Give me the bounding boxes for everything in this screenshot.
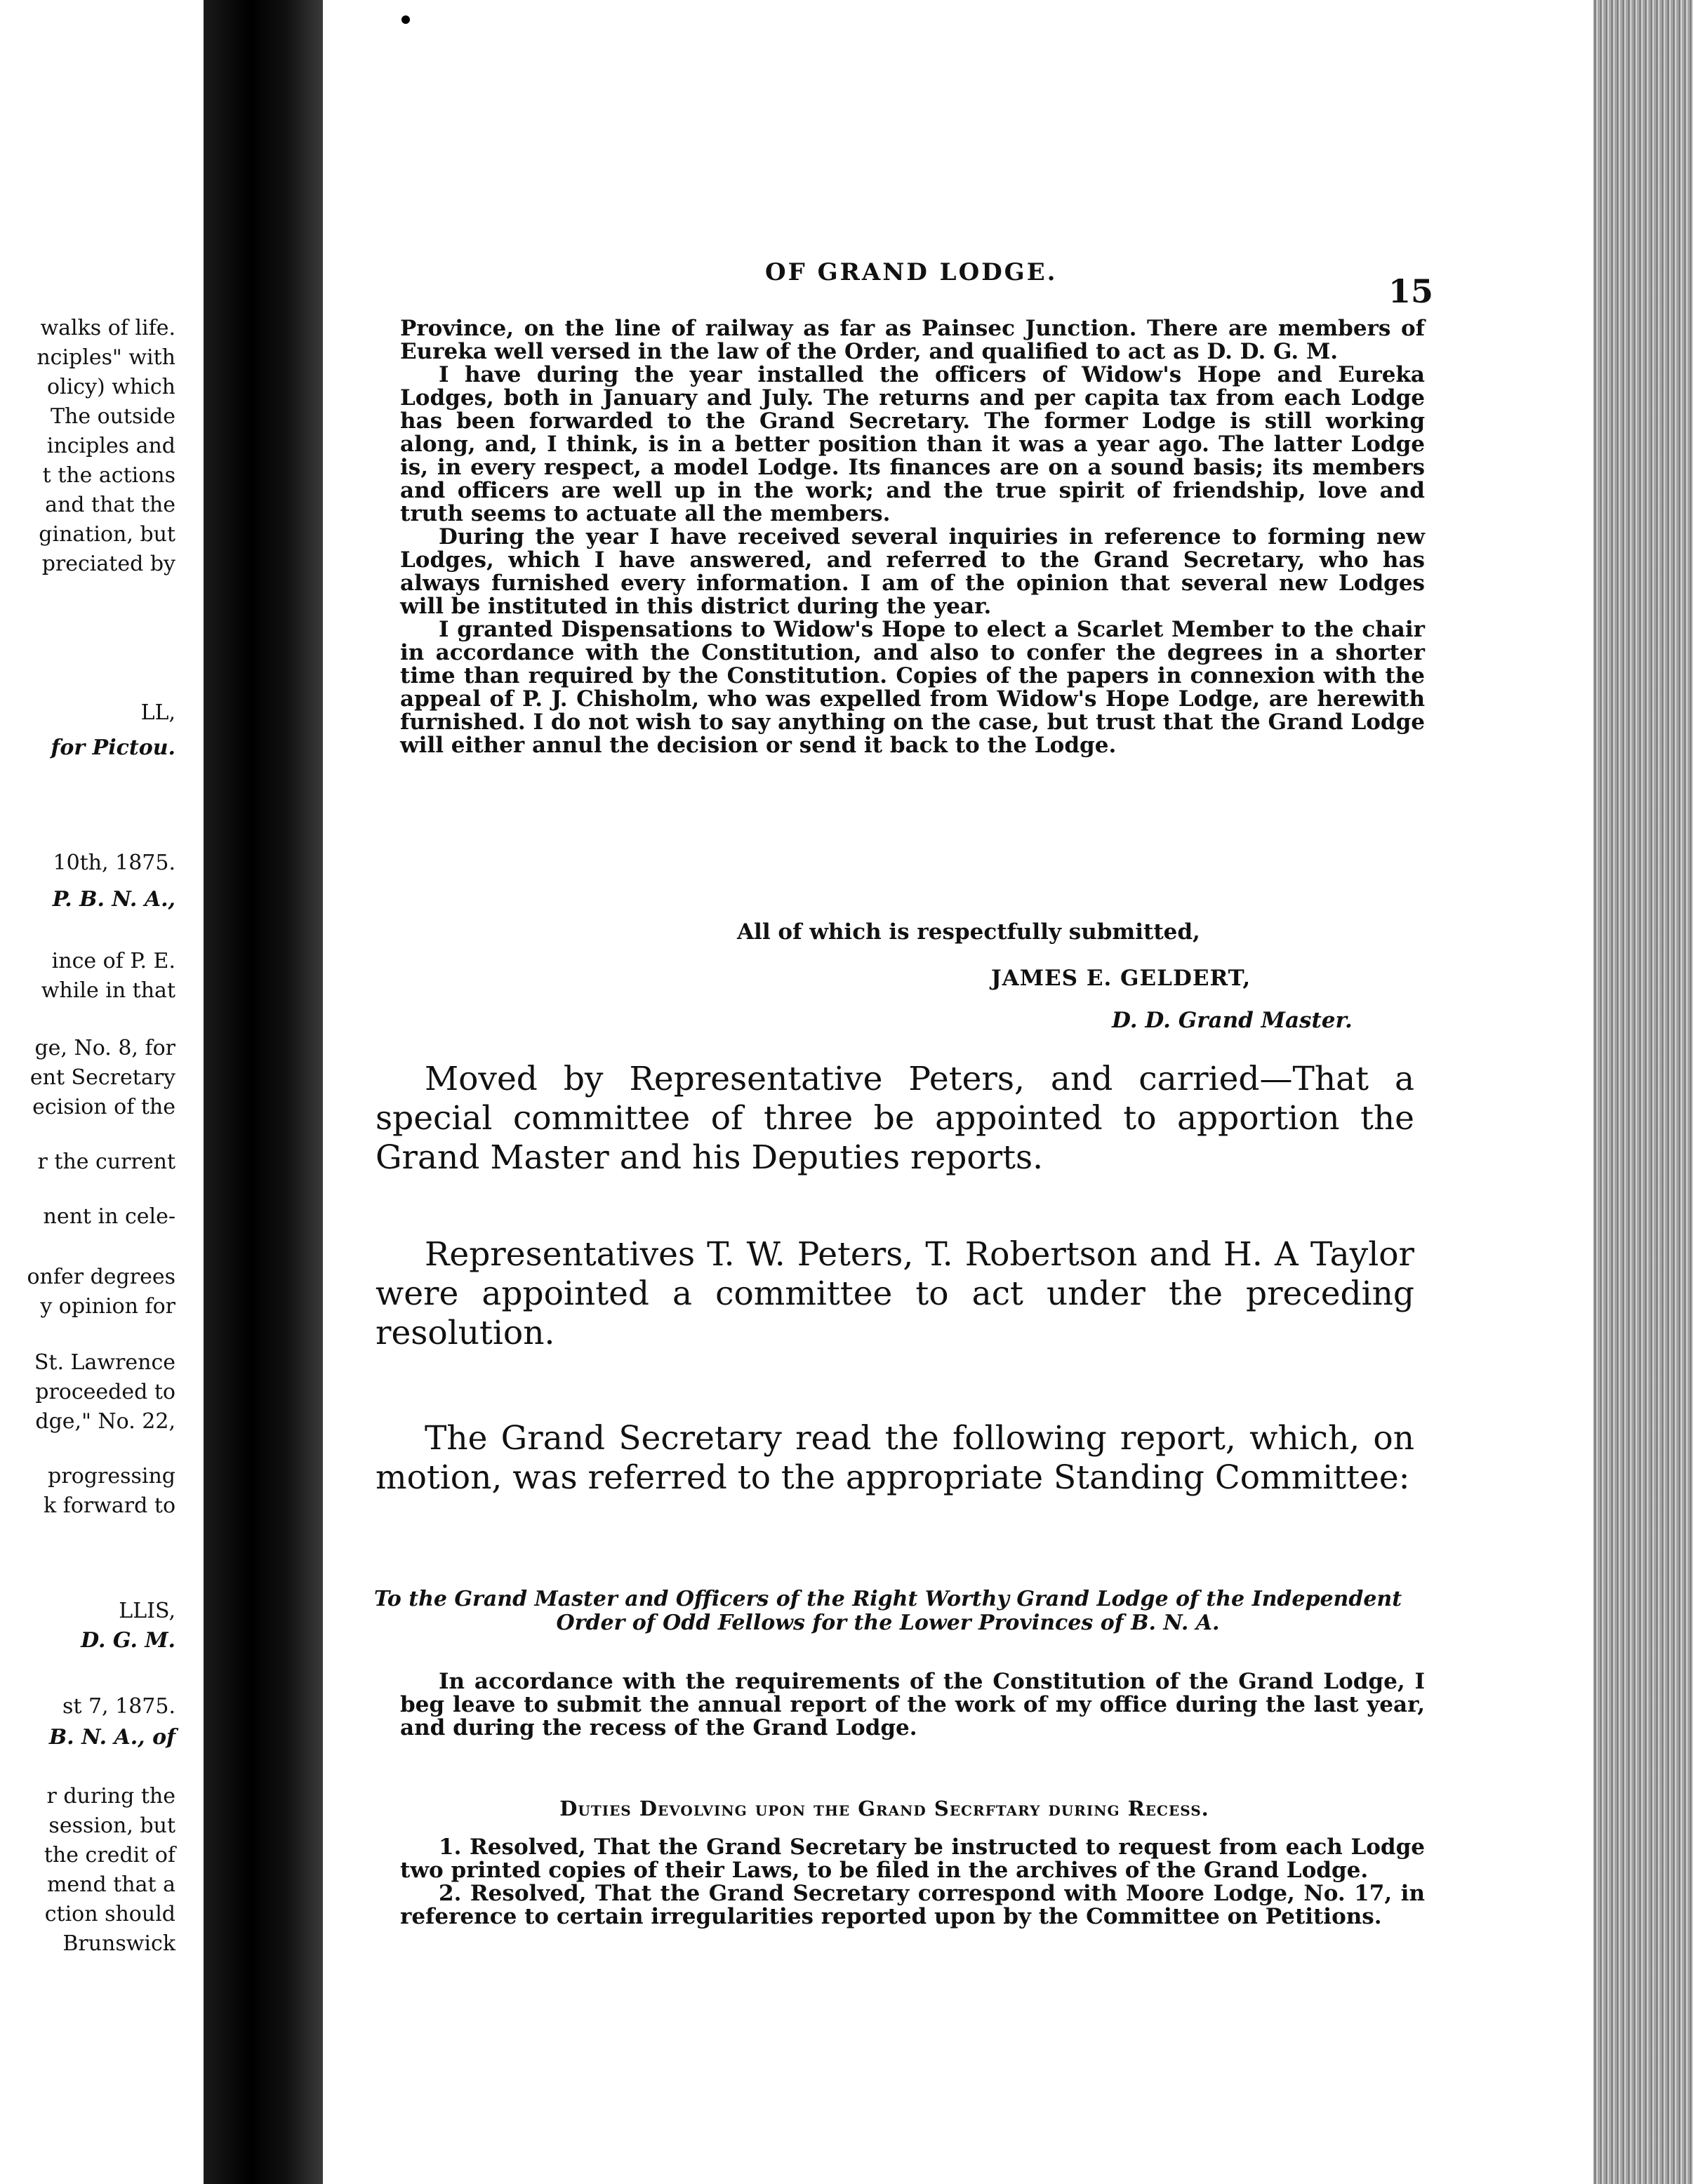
left-page-line: P. B. N. A., xyxy=(52,887,175,912)
print-speck xyxy=(401,15,410,24)
left-page-line: ge, No. 8, for xyxy=(34,1036,175,1060)
left-page-line: for Pictou. xyxy=(51,735,175,760)
left-page-line: ent Secretary xyxy=(29,1065,175,1090)
left-page-line: ecision of the xyxy=(32,1095,175,1119)
page-edges xyxy=(1593,0,1693,2184)
report-address: To the Grand Master and Officers of the Right Worthy Grand Lodge of the Independent Order of Odd Fellows for the Lower Provinces of B. N. A. xyxy=(373,1587,1402,1635)
left-page-line: r the current xyxy=(37,1150,175,1174)
left-page-line: walks of life. xyxy=(40,316,175,340)
left-facing-page xyxy=(0,0,204,2184)
left-page-line: The outside xyxy=(50,404,175,429)
left-page-line: inciples and xyxy=(46,434,175,458)
report-paragraph: I granted Dispensations to Widow's Hope to elect a Scarlet Member to the chair in accordance with the Constitution, and also to confer the degrees in a shorter time than required by the Constitution. Copies of the papers in connexion with the appeal of P. J. Chisholm, who was expelled from Widow's Hope Lodge, are herewith furnished. I do not wish to say anything on the case, but trust that the Grand Lodge will either annul the decision or send it back to the Lodge. xyxy=(400,617,1425,758)
left-page-line: proceeded to xyxy=(35,1380,175,1404)
page-number: 15 xyxy=(1388,272,1434,310)
secretary-paragraph xyxy=(376,1419,1414,1498)
left-page-line: st 7, 1875. xyxy=(62,1694,175,1719)
signer-title: D. D. Grand Master. xyxy=(1112,1008,1353,1033)
signer-name: JAMES E. GELDERT, xyxy=(991,966,1252,991)
left-page-line: gination, but xyxy=(39,522,175,547)
left-page-line: and that the xyxy=(45,493,175,517)
secretary-text: The Grand Secretary read the following report, which, on motion, was referred to the appropriate Standing Committee: xyxy=(376,1419,1414,1497)
section-heading: Duties Devolving upon the Grand Secrftary during Recess. xyxy=(559,1797,1209,1820)
left-page-line: progressing xyxy=(48,1464,175,1489)
resolution-item: 2. Resolved, That the Grand Secretary correspond with Moore Lodge, No. 17, in reference to certain irregularities reported upon by the Committee on Petitions. xyxy=(400,1881,1425,1929)
report-paragraph: I have during the year installed the officers of Widow's Hope and Eureka Lodges, both in January and July. The returns and per capita tax from each Lodge has been forwarded to the Grand Secretary. The former Lodge is still working along, and, I think, is in a better position than it was a year ago. The latter Lodge is, in every respect, a model Lodge. Its finances are on a sound basis; its members and officers are well up in the work; and the true spirit of friendship, love and truth seems to actuate all the members. xyxy=(400,362,1425,526)
left-page-line: t the actions xyxy=(42,463,175,488)
left-page-line: ction should xyxy=(44,1902,175,1926)
left-page-line: session, but xyxy=(48,1813,175,1838)
left-page-line: nent in cele- xyxy=(43,1204,175,1229)
left-page-line: ince of P. E. xyxy=(51,949,175,973)
left-page-line: B. N. A., of xyxy=(48,1725,175,1750)
report-paragraph: During the year I have received several inquiries in reference to forming new Lodges, which I have answered, and referred to the Grand Secretary, who has always furnished every information. I am of the opinion that several new Lodges will be instituted in this district during the year. xyxy=(400,524,1425,619)
motion-text: Moved by Representative Peters, and carried—That a special committee of three be appointed to apportion the Grand Master and his Deputies reports. xyxy=(376,1060,1414,1177)
left-page-line: while in that xyxy=(41,978,175,1003)
left-page-line: nciples" with xyxy=(36,345,175,370)
committee-text: Representatives T. W. Peters, T. Robertson and H. A Taylor were appointed a committee to act under the preceding resolution. xyxy=(376,1235,1414,1352)
left-page-line: onfer degrees xyxy=(27,1265,175,1289)
report-paragraph: Province, on the line of railway as far as Painsec Junction. There are members of Eureka well versed in the law of the Order, and qualified to act as D. D. G. M. xyxy=(400,316,1425,364)
closing-line: All of which is respectfully submitted, xyxy=(737,919,1200,945)
committee-paragraph xyxy=(376,1235,1414,1353)
running-head: OF GRAND LODGE. xyxy=(765,258,1058,286)
left-page-line: 10th, 1875. xyxy=(53,851,175,875)
left-page-line: LLIS, xyxy=(119,1599,175,1623)
left-page-line: mend that a xyxy=(46,1872,175,1897)
left-page-line: St. Lawrence xyxy=(34,1350,175,1375)
left-page-line: D. G. M. xyxy=(81,1628,175,1653)
left-page-line: preciated by xyxy=(41,552,175,576)
report-body xyxy=(400,317,1425,757)
intro-text: In accordance with the requirements of the Constitution of the Grand Lodge, I beg leave to submit the annual report of the work of my office during the last year, and during the recess of the Grand Lodge. xyxy=(400,1669,1425,1740)
left-page-line: y opinion for xyxy=(40,1294,175,1319)
left-page-line: the credit of xyxy=(44,1843,175,1867)
left-page-line: LL, xyxy=(140,700,175,725)
left-page-line: Brunswick xyxy=(62,1931,175,1956)
motion-paragraph xyxy=(376,1060,1414,1178)
left-page-line: r during the xyxy=(46,1784,175,1809)
book-gutter xyxy=(204,0,323,2184)
resolutions xyxy=(400,1836,1425,1929)
resolution-item: 1. Resolved, That the Grand Secretary be instructed to request from each Lodge two printed copies of their Laws, to be filed in the archives of the Grand Lodge. xyxy=(400,1835,1425,1883)
secretary-intro xyxy=(400,1670,1425,1740)
left-page-line: dge," No. 22, xyxy=(35,1409,175,1434)
left-page-line: olicy) which xyxy=(47,375,175,399)
left-page-line: k forward to xyxy=(44,1493,175,1518)
